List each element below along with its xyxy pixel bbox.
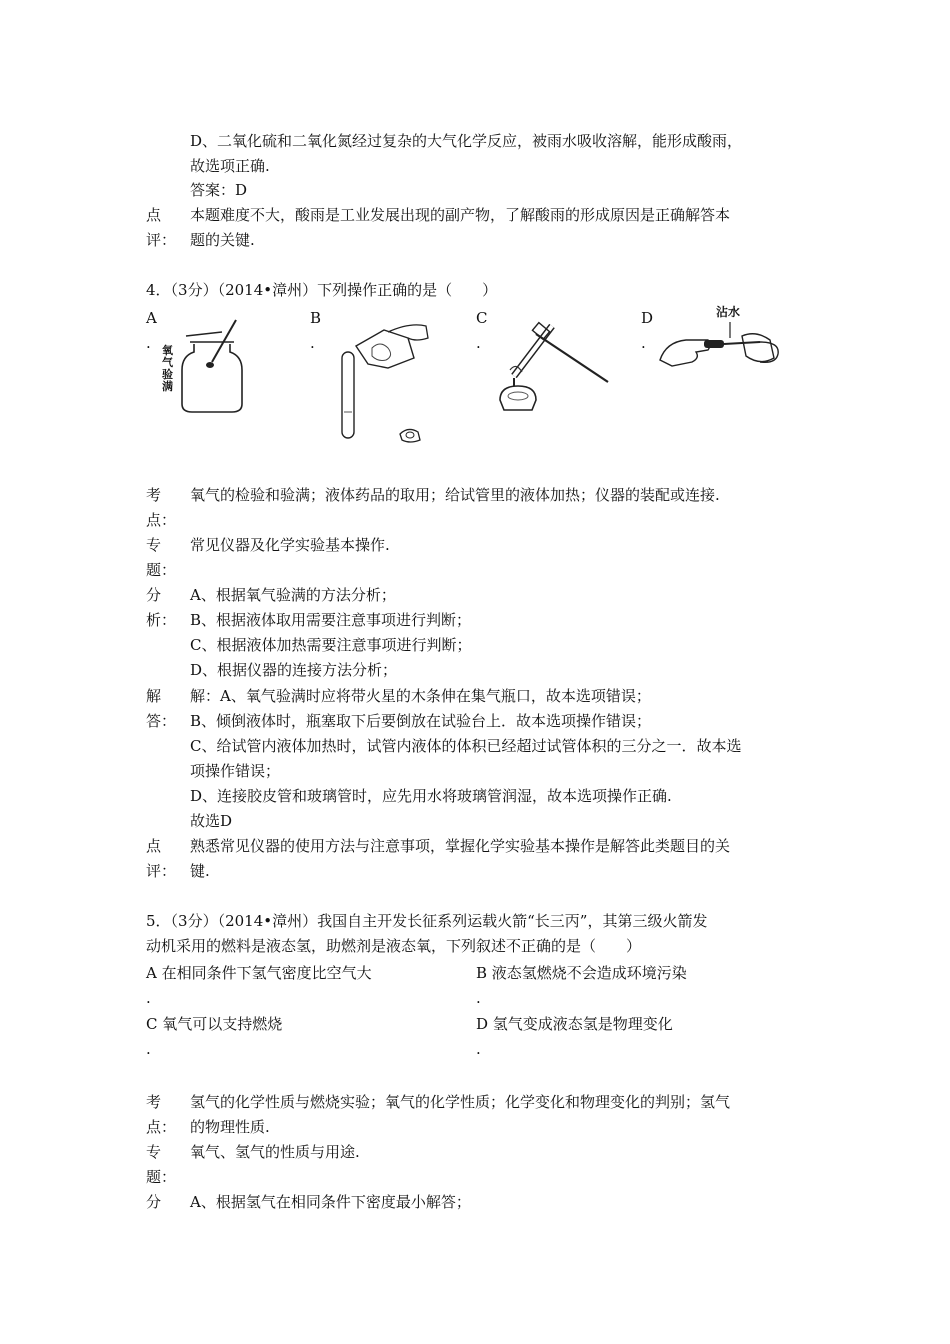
q4-stem: 4．（3分）（2014•漳州）下列操作正确的是（ ） — [146, 281, 498, 299]
q4-zhuanti-label-2: 题： — [146, 561, 177, 579]
q5-option-d: D 氢气变成液态氢是物理变化 — [476, 1015, 673, 1033]
q5-option-b-dot: . — [476, 989, 481, 1007]
q4-option-c-letter: C — [476, 309, 488, 327]
figure-b-pouring-liquid — [328, 312, 438, 447]
q4-jieda-line: 解：A、氧气验满时应将带火星的木条伸在集气瓶口，故本选项错误； — [190, 687, 651, 705]
q4-jieda-label-2: 答： — [146, 712, 177, 730]
q4-option-a-dot: . — [146, 334, 151, 352]
figure-a-label: 氧气验满 — [162, 344, 173, 393]
q4-zhuanti-label-1: 专 — [146, 536, 162, 554]
q5-kaodian-line1: 氢气的化学性质与燃烧实验；氧气的化学性质；化学变化和物理变化的判别；氢气 — [190, 1093, 731, 1111]
q4-fenxi-label-1: 分 — [146, 586, 162, 604]
q5-option-a: A 在相同条件下氢气密度比空气大 — [146, 964, 372, 982]
figure-d-label: 沾水 — [716, 305, 741, 319]
q4-jieda-line: C、给试管内液体加热时，试管内液体的体积已经超过试管体积的三分之一．故本选 — [190, 737, 742, 755]
q5-option-b: B 液态氢燃烧不会造成环境污染 — [476, 964, 687, 982]
q3-comment-line2: 题的关键. — [190, 231, 255, 249]
q4-fenxi-line: A、根据氧气验满的方法分析； — [190, 586, 396, 604]
q5-fenxi-label-1: 分 — [146, 1193, 162, 1211]
q3-option-d-line1: D、二氧化硫和二氧化氮经过复杂的大气化学反应，被雨水吸收溶解，能形成酸雨， — [190, 132, 743, 150]
q4-option-d-dot: . — [641, 334, 646, 352]
q4-zhuanti: 常见仪器及化学实验基本操作. — [190, 536, 390, 554]
q4-option-d-letter: D — [641, 309, 654, 327]
q4-jieda-line: 故选D — [190, 812, 233, 830]
q4-option-a-letter: A — [146, 309, 157, 327]
q5-kaodian-label-1: 考 — [146, 1093, 162, 1111]
q5-zhuanti-label-1: 专 — [146, 1143, 162, 1161]
figure-c-heating-test-tube — [492, 318, 612, 418]
q4-option-b-letter: B — [310, 309, 322, 327]
q4-option-b-dot: . — [310, 334, 315, 352]
q5-option-c-dot: . — [146, 1040, 151, 1058]
q4-jieda-line: D、连接胶皮管和玻璃管时，应先用水将玻璃管润湿，故本选项操作正确. — [190, 787, 672, 805]
q5-stem-line2: 动机采用的燃料是液态氢，助燃剂是液态氧，下列叙述不正确的是（ ） — [146, 937, 642, 955]
q5-fenxi-line: A、根据氢气在相同条件下密度最小解答； — [190, 1193, 471, 1211]
q4-dianping-label-2: 评： — [146, 862, 177, 880]
q5-kaodian-line2: 的物理性质. — [190, 1118, 270, 1136]
q4-fenxi-line: D、根据仪器的连接方法分析； — [190, 661, 398, 679]
q4-jieda-label-1: 解 — [146, 687, 162, 705]
q5-stem-line1: 5．（3分）（2014•漳州）我国自主开发长征系列运载火箭“长三丙”，其第三级火箭发 — [146, 912, 708, 930]
q4-kaodian-label-1: 考 — [146, 486, 162, 504]
q5-option-a-dot: . — [146, 989, 151, 1007]
q4-kaodian-label-2: 点： — [146, 511, 177, 529]
q3-comment-label-2: 评： — [146, 231, 177, 249]
q5-option-c: C 氧气可以支持燃烧 — [146, 1015, 283, 1033]
q5-option-d-dot: . — [476, 1040, 481, 1058]
q3-answer: 答案：D — [190, 181, 248, 199]
q4-dianping-line2: 键. — [190, 862, 210, 880]
q4-jieda-line: 项操作错误； — [190, 762, 281, 780]
q5-zhuanti: 氧气、氢气的性质与用途. — [190, 1143, 360, 1161]
q3-comment-label-1: 点 — [146, 206, 162, 224]
q4-fenxi-label-2: 析： — [146, 611, 177, 629]
q5-zhuanti-label-2: 题： — [146, 1168, 177, 1186]
q4-fenxi-line: B、根据液体取用需要注意事项进行判断； — [190, 611, 472, 629]
q4-fenxi-line: C、根据液体加热需要注意事项进行判断； — [190, 636, 472, 654]
q4-kaodian: 氧气的检验和验满；液体药品的取用；给试管里的液体加热；仪器的装配或连接. — [190, 486, 720, 504]
q3-comment-line1: 本题难度不大，酸雨是工业发展出现的副产物，了解酸雨的形成原因是正确解答本 — [190, 206, 731, 224]
q4-dianping-label-1: 点 — [146, 837, 162, 855]
q4-option-c-dot: . — [476, 334, 481, 352]
q3-option-d-line2: 故选项正确. — [190, 157, 270, 175]
q4-jieda-line: B、倾倒液体时，瓶塞取下后要倒放在试验台上．故本选项操作错误； — [190, 712, 652, 730]
q4-dianping-line1: 熟悉常见仪器的使用方法与注意事项，掌握化学实验基本操作是解答此类题目的关 — [190, 837, 731, 855]
q5-kaodian-label-2: 点： — [146, 1118, 177, 1136]
